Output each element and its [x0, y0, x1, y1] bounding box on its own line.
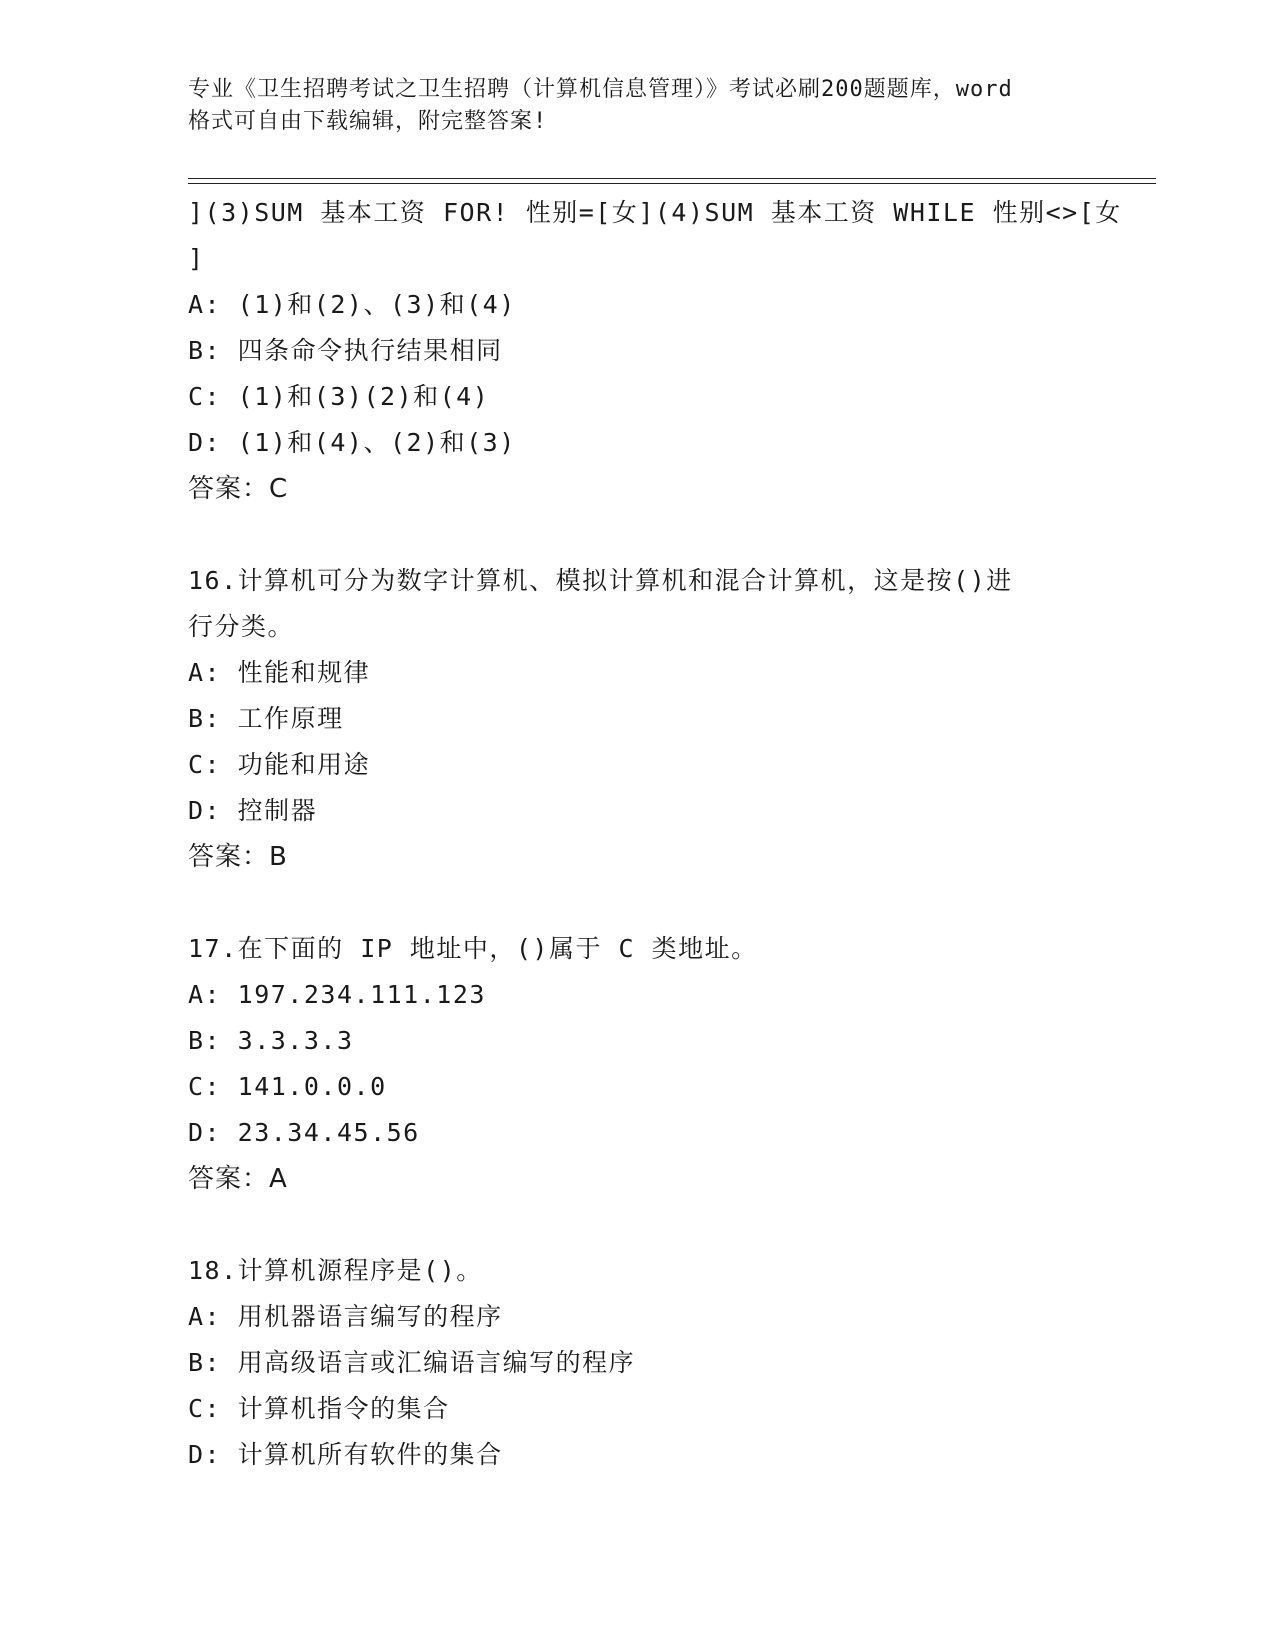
- question-list: [188, 190, 1122, 1478]
- header-line-2: 格式可自由下载编辑，附完整答案!: [188, 109, 548, 134]
- question-stem-line: 行分类。: [188, 612, 295, 641]
- option-a: A: 197.234.111.123: [188, 980, 486, 1009]
- header-divider-bottom: [188, 183, 1156, 184]
- option-d: D: 控制器: [188, 796, 318, 825]
- option-c: C: 功能和用途: [188, 750, 371, 779]
- question-stem-line: ](3)SUM 基本工资 FOR! 性别=[女](4)SUM 基本工资 WHILE 性别<>[女: [188, 198, 1122, 227]
- option-a: A: 性能和规律: [188, 658, 371, 687]
- spacer: [188, 1202, 1088, 1248]
- option-d: D: 23.34.45.56: [188, 1118, 420, 1147]
- option-a: A: (1)和(2)、(3)和(4): [188, 290, 516, 319]
- answer-line: 答案：A: [188, 1164, 288, 1194]
- header-line-1: 专业《卫生招聘考试之卫生招聘（计算机信息管理）》考试必刷200题题库，word: [188, 77, 1013, 102]
- header-divider-top: [188, 178, 1156, 179]
- option-b: B: 3.3.3.3: [188, 1026, 354, 1055]
- option-d: D: (1)和(4)、(2)和(3): [188, 428, 516, 457]
- answer-line: 答案：C: [188, 474, 289, 504]
- option-b: B: 工作原理: [188, 704, 344, 733]
- question-stem-line: 16.计算机可分为数字计算机、模拟计算机和混合计算机，这是按()进: [188, 566, 1013, 595]
- spacer: [188, 880, 1088, 926]
- option-b: B: 四条命令执行结果相同: [188, 336, 503, 365]
- question-stem-line: ]: [188, 244, 205, 273]
- option-c: C: 计算机指令的集合: [188, 1394, 450, 1423]
- question-18: [188, 1248, 1088, 1478]
- option-a: A: 用机器语言编写的程序: [188, 1302, 503, 1331]
- option-b: B: 用高级语言或汇编语言编写的程序: [188, 1348, 636, 1377]
- question-stem: 18.计算机源程序是()。: [188, 1256, 483, 1285]
- question-17: [188, 926, 1088, 1202]
- option-d: D: 计算机所有软件的集合: [188, 1440, 503, 1469]
- question-15: [188, 190, 1122, 512]
- question-stem: 17.在下面的 IP 地址中，()属于 C 类地址。: [188, 934, 758, 963]
- spacer: [188, 512, 1088, 558]
- question-16: [188, 558, 1088, 880]
- answer-line: 答案：B: [188, 842, 288, 872]
- document-header: [188, 74, 1088, 138]
- option-c: C: 141.0.0.0: [188, 1072, 387, 1101]
- option-c: C: (1)和(3)(2)和(4): [188, 382, 490, 411]
